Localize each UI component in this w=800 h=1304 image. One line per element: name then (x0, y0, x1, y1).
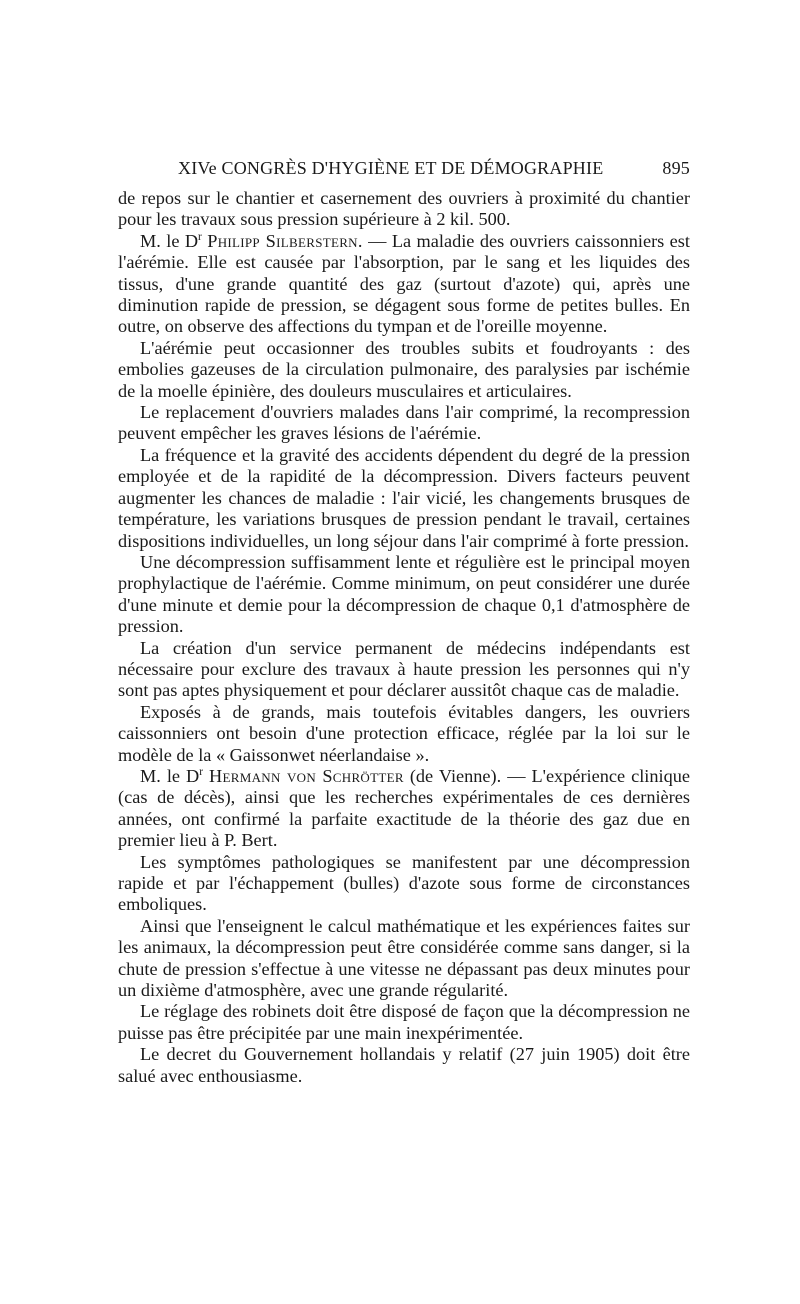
paragraph: Exposés à de grands, mais toutefois évitables dangers, les ouvriers caissonniers ont besoin d'une protection efficace, réglée par la loi sur le modèle de la « Gaissonwet néerlandaise ». (118, 701, 690, 765)
paragraph-text: — La maladie des ouvriers caissonniers est l'aérémie. Elle est causée par l'absorption, par le sang et les liquides des tissus, d'une grande quantité des gaz (surtout d'azote) qui, après une diminution rapide de pression, se dégagent sous forme de petites bulles. En outre, on observe des affections du tympan et de l'oreille moyenne. (118, 230, 690, 337)
paragraph (118, 231, 690, 338)
speaker-name: Philipp Silberstern. (207, 230, 363, 251)
superscript: r (199, 765, 204, 778)
paragraph: Une décompression suffisamment lente et régulière est le principal moyen prophylactique de l'aérémie. Comme minimum, on peut considérer une durée d'une minute et demie pour la décompression de chaque 0,1 d'atmosphère de pression. (118, 551, 690, 637)
body-text (118, 188, 690, 1087)
paragraph: Ainsi que l'enseignent le calcul mathématique et les expériences faites sur les animaux, la décompression peut être considérée comme sans danger, si la chute de pression s'effectue à une vitesse ne dépassant pas deux minutes pour un dixième d'atmosphère, avec une grande régularité. (118, 915, 690, 1001)
running-header (118, 158, 690, 179)
paragraph: L'aérémie peut occasionner des troubles subits et foudroyants : des embolies gazeuses de la circulation pulmonaire, des paralysies par ischémie de la moelle épinière, des douleurs musculaires et articulaires. (118, 337, 690, 401)
paragraph: La fréquence et la gravité des accidents dépendent du degré de la pression employée et de la rapidité de la décompression. Divers facteurs peuvent augmenter les chances de maladie : l'air vicié, les changements brusques de température, les variations brusques de pression pendant le travail, certaines dispositions individuelles, un long séjour dans l'air comprimé à forte pression. (118, 444, 690, 551)
paragraph (118, 766, 690, 852)
speaker-name: Hermann von Schrötter (209, 765, 404, 786)
paragraph: Le réglage des robinets doit être disposé de façon que la décompression ne puisse pas être précipitée par une main inexpérimentée. (118, 1001, 690, 1043)
page-number: 895 (662, 158, 690, 178)
paragraph: La création d'un service permanent de médecins indépendants est nécessaire pour exclure des travaux à haute pression les personnes qui n'y sont pas aptes physiquement et pour déclarer aussitôt chaque cas de maladie. (118, 637, 690, 701)
paragraph: Le replacement d'ouvriers malades dans l'air comprimé, la recompression peuvent empêcher les graves lésions de l'aérémie. (118, 402, 690, 444)
speaker-title: M. le D (140, 765, 200, 786)
paragraph: Les symptômes pathologiques se manifestent par une décompression rapide et par l'échappement (bulles) d'azote sous forme de circonstances emboliques. (118, 851, 690, 915)
running-title: XIVe CONGRÈS D'HYGIÈNE ET DE DÉMOGRAPHIE (178, 158, 604, 178)
paragraph: de repos sur le chantier et casernement des ouvriers à proximité du chantier pour les travaux sous pression supérieure à 2 kil. 500. (118, 188, 690, 230)
paragraph-text: (de Vienne). — L'expérience clinique (cas de décès), ainsi que les recherches expérimentales de ces dernières années, ont confirmé la parfaite exactitude de la théorie des gaz due en premier lieu à P. Bert. (118, 765, 690, 851)
paragraph: Le decret du Gouvernement hollandais y relatif (27 juin 1905) doit être salué avec enthousiasme. (118, 1044, 690, 1086)
superscript: r (198, 230, 202, 243)
speaker-title: M. le D (140, 230, 199, 251)
